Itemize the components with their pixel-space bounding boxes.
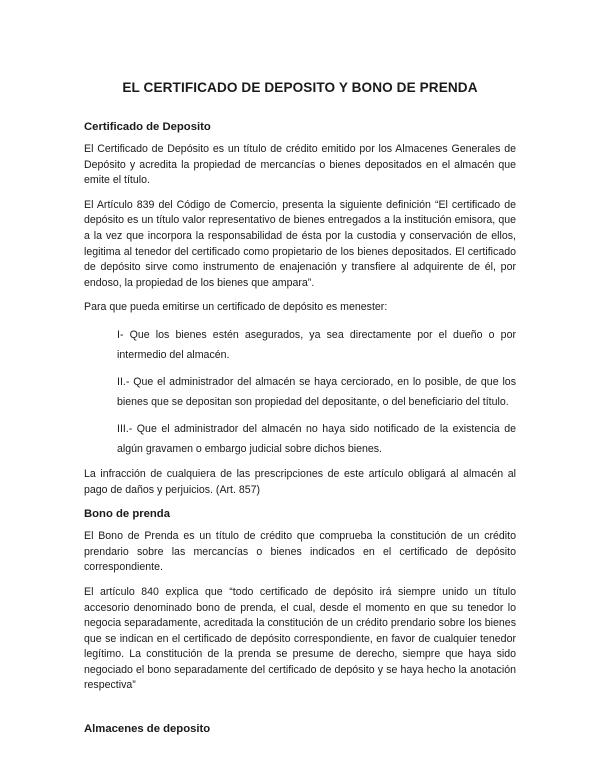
- paragraph-bono-2: El artículo 840 explica que “todo certificado de depósito irá siempre unido un título accesorio denominado bono de prenda, el cual, desde el momento en que su tenedor lo negocia separadamente, acreditada la constitución de un crédito prendario sobre los bienes que se indican en el certificado de depósito correspondiente, en favor de cualquier tenedor legítimo. La constitución de la prenda se presume de derecho, siempre que haya sido negociado el bono separadamente del certificado de depósito y se haya hecho la anotación respectiva”: [84, 585, 516, 692]
- paragraph-certificado-2: El Artículo 839 del Código de Comercio, presenta la siguiente definición “El certificado de depósito es un título valor representativo de bienes entregados a la institución emisora, que a la vez que incorpora la responsabilidad de ésta por la custodia y conservación de ellos, legitima al tenedor del certificado como propietario de los bienes depositados. El certificado de depósito sirve como instrumento de enajenación y transfiere al adquirente de él, por endoso, la propiedad de los bienes que ampara”.: [84, 198, 516, 289]
- heading-certificado: Certificado de Deposito: [84, 121, 211, 133]
- paragraph-bono-1: El Bono de Prenda es un título de crédito que comprueba la constitución de un crédito prendario sobre las mercancías o bienes indicados en el certificado de depósito correspondiente.: [84, 530, 516, 574]
- heading-almacenes: Almacenes de deposito: [84, 723, 211, 736]
- requirement-item-2: II.- Que el administrador del almacén se haya cerciorado, en lo posible, de que los bienes que se depositan son propiedad del depositante, o del beneficiario del título.: [117, 375, 516, 408]
- paragraph-certificado-3: Para que pueda emitirse un certificado de depósito es menester:: [84, 301, 388, 314]
- requirements-list: [117, 325, 516, 459]
- requirement-item-3: III.- Que el administrador del almacén no haya sido notificado de la existencia de algún gravamen o embargo judicial sobre dichos bienes.: [117, 422, 516, 455]
- requirement-item-1: I- Que los bienes estén asegurados, ya sea directamente por el dueño o por intermedio del almacén.: [117, 328, 516, 361]
- document-body: [84, 120, 516, 744]
- page-title: EL CERTIFICADO DE DEPOSITO Y BONO DE PRENDA: [122, 80, 478, 95]
- paragraph-certificado-1: El Certificado de Depósito es un título de crédito emitido por los Almacenes Generales de Depósito y acredita la propiedad de mercancías o bienes depositados en el almacén que emite el título.: [84, 143, 516, 187]
- heading-bono: Bono de prenda: [84, 508, 170, 521]
- paragraph-certificado-4: La infracción de cualquiera de las prescripciones de este artículo obligará al almacén al pago de daños y perjuicios. (Art. 857): [84, 467, 516, 496]
